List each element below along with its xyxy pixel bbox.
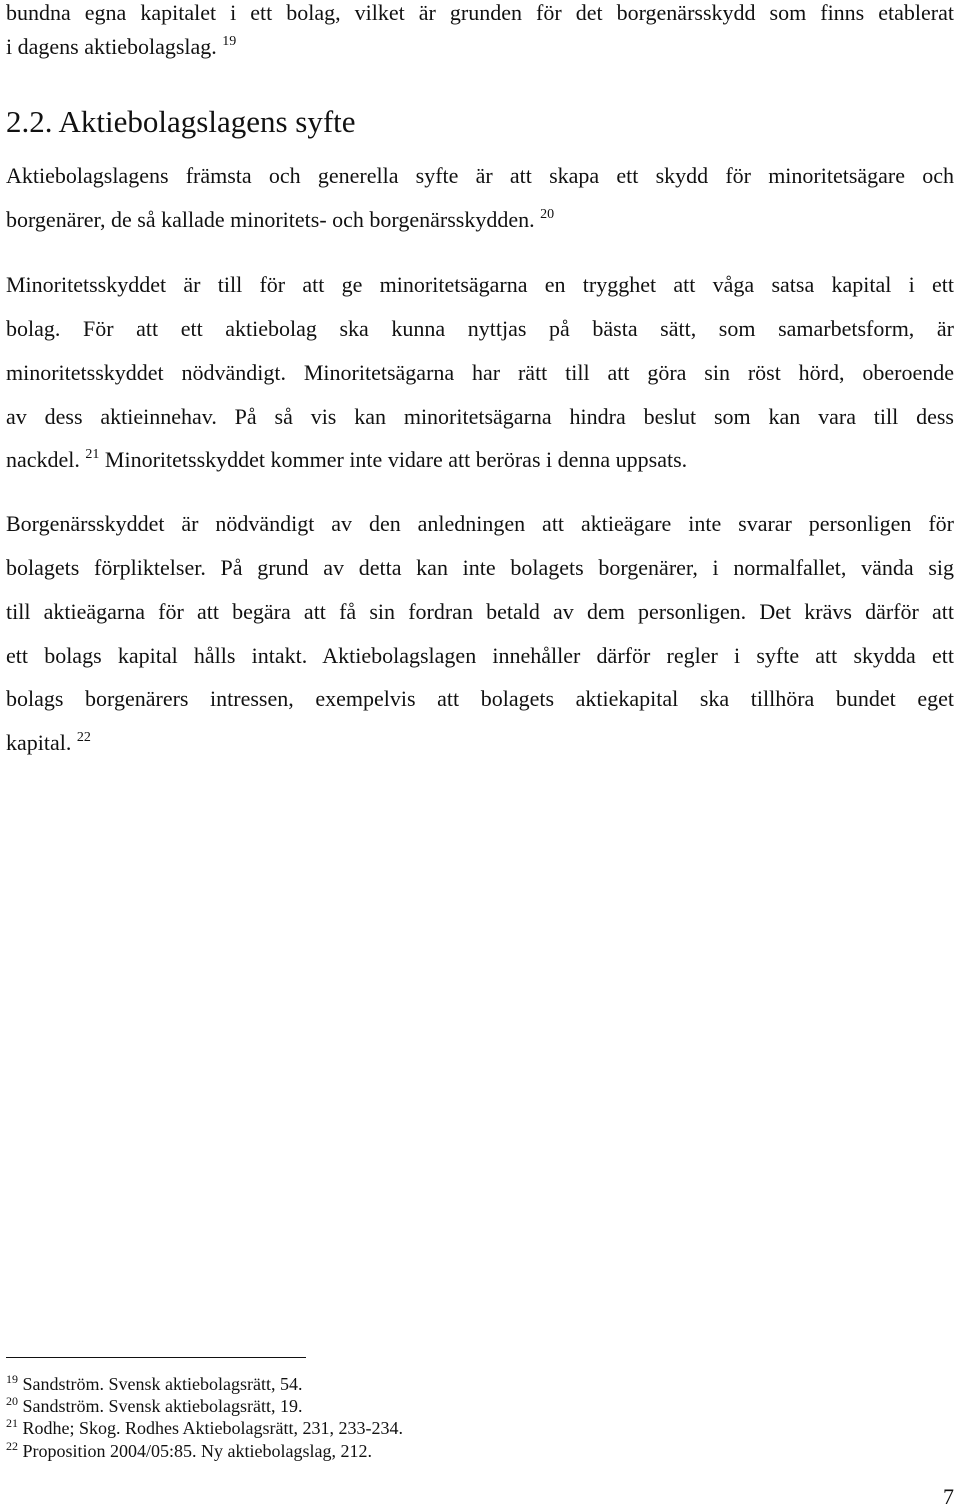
paragraph-line: nackdel. $^{21}$ Minoritetsskyddet kommer inte vidare att beröras i denna uppsats.: [6, 447, 688, 472]
page-number: 7: [943, 1484, 954, 1509]
paragraph-line: bolags borgenärers intressen, exempelvis att bolagets aktiekapital ska tillhöra bundet eget: [6, 686, 954, 711]
footnote-22: $^{22}$ Proposition 2004/05:85. Ny aktiebolagslag, 212.: [6, 1439, 372, 1461]
footnote-separator: [6, 1357, 306, 1358]
paragraph-line: minoritetsskyddet nödvändigt. Minoritetsägarna har rätt till att göra sin röst hörd, oberoende: [6, 360, 954, 385]
paragraph-line: Borgenärsskyddet är nödvändigt av den anledningen att aktieägare inte svarar personligen för: [6, 511, 954, 536]
intro-line-1: bundna egna kapitalet i ett bolag, vilket är grunden för det borgenärsskydd som finns etablerat: [6, 0, 954, 25]
footnote-ref[interactable]: 21: [85, 447, 100, 462]
footnote-ref[interactable]: 19: [222, 34, 237, 49]
paragraph-line: kapital. $^{22}$: [6, 730, 91, 755]
paragraph-line: bolagets förpliktelser. På grund av detta kan inte bolagets borgenärer, i normalfallet, vända sig: [6, 555, 954, 580]
paragraph-line: till aktieägarna för att begära att få sin fordran betald av dem personligen. Det krävs därför att: [6, 599, 954, 624]
paragraph-line: Minoritetsskyddet är till för att ge minoritetsägarna en trygghet att våga satsa kapital i ett: [6, 272, 954, 297]
footnote-21: $^{21}$ Rodhe; Skog. Rodhes Aktiebolagsrätt, 231, 233-234.: [6, 1416, 403, 1438]
intro-line-2: i dagens aktiebolagslag. $^{19}$: [6, 34, 237, 59]
paragraph-line: bolag. För att ett aktiebolag ska kunna nyttjas på bästa sätt, som samarbetsform, är: [6, 316, 954, 341]
paragraph-line: ett bolags kapital hålls intakt. Aktiebolagslagen innehåller därför regler i syfte att skydda ett: [6, 643, 954, 668]
footnote-ref[interactable]: 20: [540, 207, 555, 222]
section-heading: 2.2. Aktiebolagslagens syfte: [6, 104, 356, 139]
footnote-19: $^{19}$ Sandström. Svensk aktiebolagsrätt, 54.: [6, 1372, 303, 1394]
paragraph-line: av dess aktieinnehav. På så vis kan minoritetsägarna hindra beslut som kan vara till dess: [6, 404, 954, 429]
paragraph-line: borgenärer, de så kallade minoritets- och borgenärsskydden. $^{20}$: [6, 207, 555, 232]
paragraph-line: Aktiebolagslagens främsta och generella syfte är att skapa ett skydd för minoritetsägare och: [6, 163, 954, 188]
footnote-ref[interactable]: 22: [76, 730, 91, 745]
footnote-20: $^{20}$ Sandström. Svensk aktiebolagsrätt, 19.: [6, 1394, 303, 1416]
